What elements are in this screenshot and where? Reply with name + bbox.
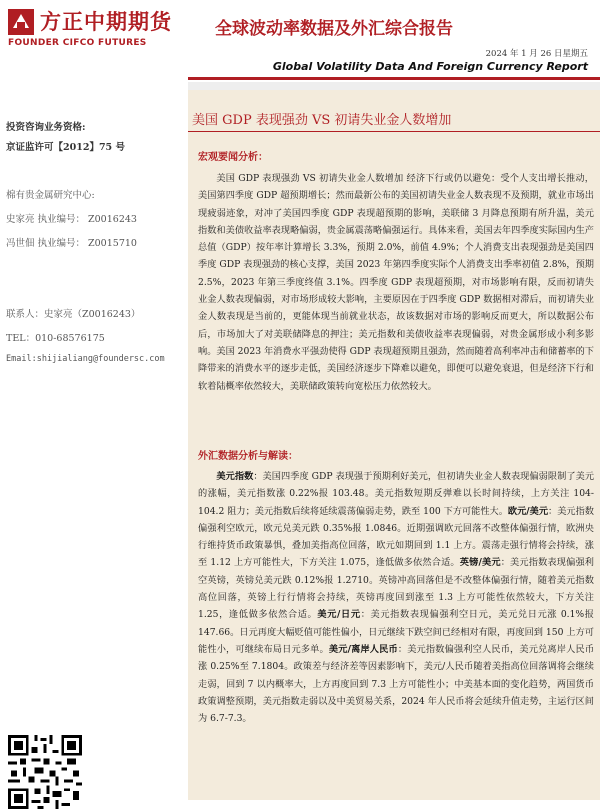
fx-analysis-heading: 外汇数据分析与解读：: [198, 451, 298, 462]
section-title-underline: [188, 131, 600, 132]
fx-analysis-text: ：美元指数偏强利空欧元，欧元兑美元跌 0.35%报 1.0846。近期强调欧元回落不改整体偏强行情，欧洲央行维持货币政策暴惧，叠加美指高位回落，欧元如期回到 1.1 上方。震荡走强行情将会持续，涨至 1.12 上方可能性大，下方关注 1.075，逢低做多依然合适。: [198, 505, 594, 569]
header-shadow-band: [188, 82, 600, 90]
qualification-label: 投资咨询业务资格:: [6, 122, 86, 133]
macro-analysis-paragraph: 美国 GDP 表现强劲 VS 初请失业金人数增加 经济下行或仍以避免：受个人支出增长推动，美国第四季度 GDP 超预期增长；然而最新公布的美国初请失业金人数表现不及预期，就业市场出现疲弱迹象，对冲了美国四季度 GDP 表现超预期的影响，美联储 3 月降息预期有所升温，美元指数和美债收益率表现略偏弱，贵金属震荡略偏强运行。具体来看，美国去年四季度实际国内生产总值（GDP）按年率计算增长 3.3%，预期 2.0%，前值 4.9%；个人消费支出表现强劲是美国四季度 GDP 表现强劲的核心支撑，美国 2023 年第四季度实际个人消费支出季率初值 2.8%，预期 2.5%，2023 年第三季度终值 3.1%。四季度 GDP 表现超预期，对市场影响有限，反而初请失业金人数表现偏弱，对市场形成较大影响，主要原因在于四季度 GDP 数据相对滞后，而初请失业金人数表现是当前的，更能体现当前就业状态，故该数据对市场的影响反而更大，所以数据公布后，市场加大了对美联储降息的押注；美元指数和美债收益率表现偏弱，对贵金属形成小利多影响。美国 2023 年消费水平强劲使得 GDP 表现超预期且强劲，然而随着高利率冲击和储蓄率的下降带来的消费水平的逐步走低，美国经济逐步下降难以避免，即便可以避免衰退，但是经济下行和软着陆概率依然较大，美联储政策转向宽松压力依然较大。: [198, 173, 594, 392]
fx-analysis-text: ：美元指数表现偏强利空日元，美元兑日元涨 0.1%报 147.66。日元再度大幅贬值可能性偏小，日元继续下跌空间已经相对有限，再度回到 150 上方可能性小，可继续布局日元多单。: [198, 609, 594, 655]
section-title: 美国 GDP 表现强劲 VS 初请失业金人数增加: [192, 113, 452, 128]
fx-analysis-text: ：美元指数偏强利空人民币，美元兑离岸人民币涨 0.25%至 7.1804。政策差与经济差等因素影响下，美元/人民币随着美指高位回落调将会继续走弱，回到 7 以内概率大，上方再度回到 7.3 上方可能性小；中美基本面的变化趋势，两国货币政策调整预期，美元指数走弱以及中美贸易关系，2024 年人民币将会延续升值走势，主运行区间为 6.7-7.3。: [198, 643, 595, 725]
sidebar: [0, 90, 188, 800]
fx-currency-pair-label: 美元/离岸人民币: [328, 643, 398, 655]
license-number: 京证监许可【2012】75 号: [6, 142, 125, 153]
fx-analysis-text: ：美国四季度 GDP 表现强于预期利好美元，但初请失业金人数表现偏弱限制了美元的涨幅，美元指数涨 0.22%报 103.48。美元指数短期反弹难以长时间持续，上方关注 104-104.2 阻力；美元指数后续将延续震荡偏弱走势，跌至 100 下方可能性大。: [198, 471, 595, 517]
fx-analysis-paragraph: [198, 468, 594, 727]
report-title-chinese: 全球波动率数据及外汇综合报告: [215, 19, 453, 39]
fx-currency-pair-label: 英镑/美元: [459, 557, 501, 569]
logo-chinese-name: 方正中期期货: [40, 10, 172, 34]
header-divider: [188, 77, 600, 80]
report-title-english: Global Volatility Data And Foreign Currency Report: [272, 60, 588, 73]
report-date: 2024 年 1 月 26 日星期五: [485, 49, 588, 59]
logo-english-name: FOUNDER CIFCO FUTURES: [8, 38, 147, 48]
founder-logo-icon: [8, 9, 34, 35]
report-body: [188, 90, 600, 800]
macro-analysis-heading: 宏观要闻分析：: [198, 152, 268, 163]
contact-email[interactable]: Email:shijialiang@foundersc.com: [6, 354, 165, 364]
research-center: 棉有贵金属研究中心:: [6, 190, 95, 201]
analyst-2: 冯世佃 执业编号： Z0015710: [6, 238, 137, 249]
contact-tel: TEL：010-68576175: [6, 333, 105, 344]
analyst-1: 史家亮 执业编号： Z0016243: [6, 214, 137, 225]
fx-currency-pair-label: 美元指数: [216, 471, 254, 482]
fx-analysis-text: ：美元指数表现偏强利空英镑，英镑兑美元跌 0.12%报 1.2710。英镑冲高回落但是不改整体偏强行情，随着美元指数高位回落，英镑上行行情将会持续，英镑再度回到涨至 1.3 上方可能性依然较大，下方关注 1.25，逢低做多依然合适。: [198, 557, 594, 621]
qr-code-icon: [8, 735, 82, 809]
fx-currency-pair-label: 欧元/美元: [507, 505, 549, 517]
fx-currency-pair-label: 美元/日元: [317, 609, 361, 621]
report-header: [0, 0, 600, 80]
contact-person: 联系人：史家亮（Z0016243）: [6, 309, 141, 320]
